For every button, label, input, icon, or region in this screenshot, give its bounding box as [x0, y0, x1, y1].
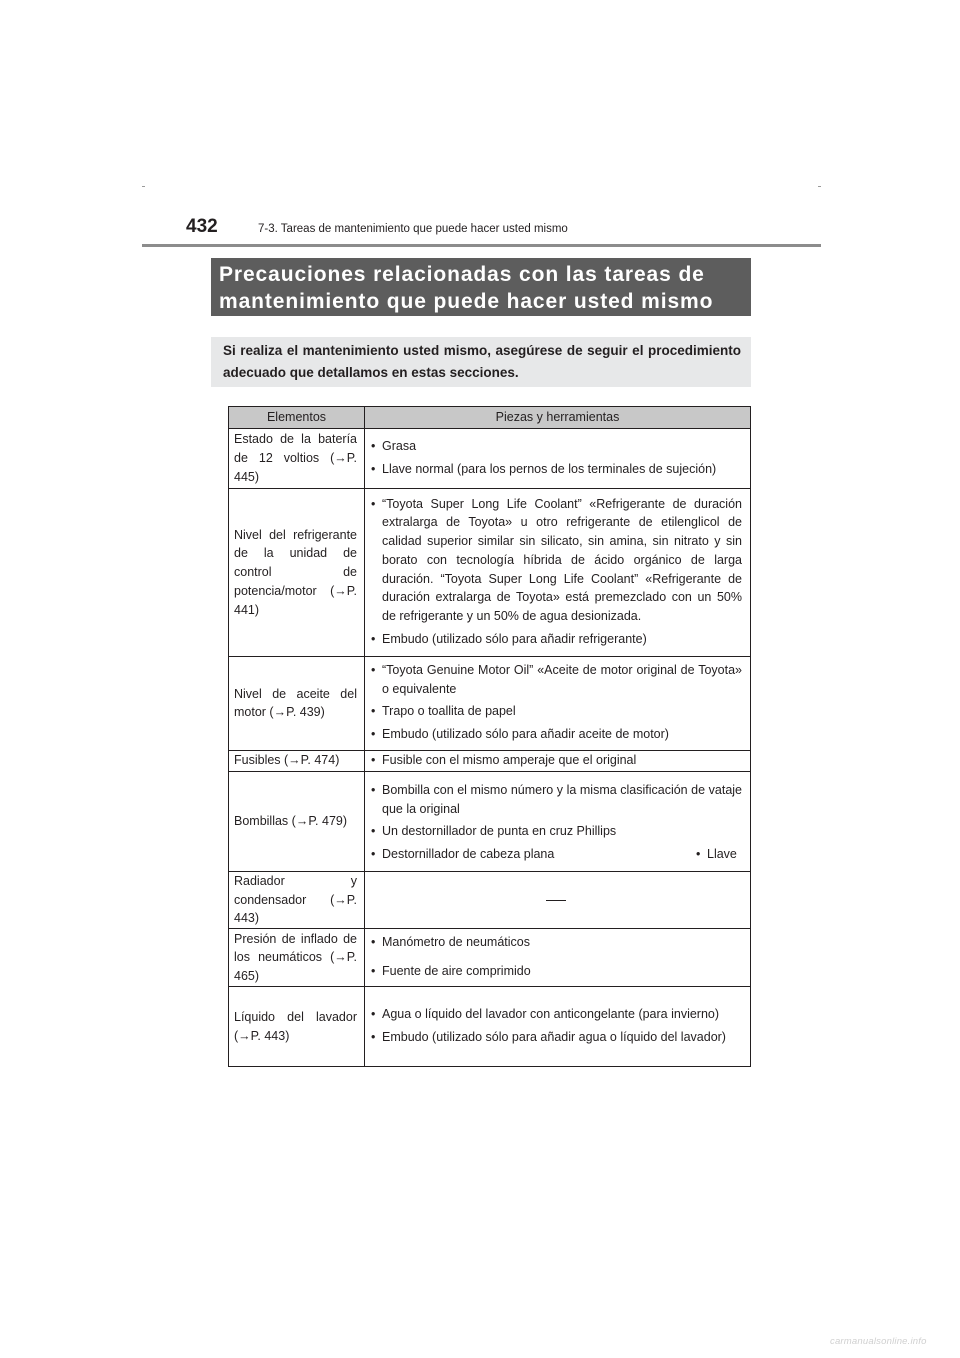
header-rule	[142, 244, 821, 247]
table-row	[229, 489, 751, 657]
column-header-items: Elementos	[229, 407, 365, 429]
list-item: • Un destornillador de punta en cruz Phillips	[369, 822, 742, 841]
table-row	[229, 429, 751, 489]
list-item: • Llave	[694, 845, 737, 864]
section-title	[211, 258, 751, 316]
column-header-tools: Piezas y herramientas	[365, 407, 751, 429]
tools-cell	[365, 429, 751, 489]
item-cell: Nivel del refrigerante de la unidad de control de potencia/motor (→P. 441)	[229, 489, 365, 657]
table-row	[229, 871, 751, 928]
tools-cell	[365, 657, 751, 751]
crop-mark-left	[142, 186, 145, 187]
tools-cell	[365, 771, 751, 871]
em-dash	[546, 900, 566, 901]
list-item: • Fusible con el mismo amperaje que el original	[369, 751, 742, 770]
list-item: • Llave normal (para los pernos de los terminales de sujeción)	[369, 460, 742, 479]
list-item: • Bombilla con el mismo número y la misma clasificación de vataje que la original	[369, 781, 742, 818]
item-cell: Nivel de aceite del motor (→P. 439)	[229, 657, 365, 751]
item-cell: Fusibles (→P. 474)	[229, 750, 365, 771]
table-row	[229, 750, 751, 771]
tools-cell	[365, 987, 751, 1067]
section-title-line-2: mantenimiento que puede hacer usted mismo	[219, 290, 714, 313]
table-row	[229, 771, 751, 871]
item-cell: Líquido del lavador (→P. 443)	[229, 987, 365, 1067]
list-item: • Trapo o toallita de papel	[369, 702, 742, 721]
tools-cell	[365, 489, 751, 657]
item-cell: Estado de la batería de 12 voltios (→P. 445)	[229, 429, 365, 489]
intro-note: Si realiza el mantenimiento usted mismo, asegúrese de seguir el procedimiento adecuado que detallamos en estas secciones.	[211, 337, 751, 387]
tools-cell	[365, 750, 751, 771]
table-header-row	[229, 407, 751, 429]
crop-mark-right	[818, 186, 821, 187]
table-row	[229, 657, 751, 751]
list-item: • Grasa	[369, 437, 742, 456]
tools-cell	[365, 928, 751, 986]
list-item: • Embudo (utilizado sólo para añadir refrigerante)	[369, 630, 742, 649]
section-running-head: 7-3. Tareas de mantenimiento que puede hacer usted mismo	[258, 223, 568, 235]
footer-watermark[interactable]: carmanualsonline.info	[830, 1336, 927, 1347]
list-item: • Manómetro de neumáticos	[369, 933, 742, 952]
table-row	[229, 928, 751, 986]
list-item: • “Toyota Genuine Motor Oil” «Aceite de motor original de Toyota» o equivalente	[369, 661, 742, 698]
list-item: • Embudo (utilizado sólo para añadir aceite de motor)	[369, 725, 742, 744]
table-row	[229, 987, 751, 1067]
item-cell: Bombillas (→P. 479)	[229, 771, 365, 871]
list-item: • Fuente de aire comprimido	[369, 962, 742, 981]
page-number: 432	[186, 216, 218, 237]
list-item: • Agua o líquido del lavador con anticongelante (para invierno)	[369, 1005, 742, 1024]
item-cell: Radiador y condensador (→P. 443)	[229, 871, 365, 928]
list-item: • Embudo (utilizado sólo para añadir agua o líquido del lavador)	[369, 1028, 742, 1047]
list-item: • Destornillador de cabeza plana	[369, 845, 694, 864]
maintenance-table	[228, 406, 751, 1067]
section-title-line-1: Precauciones relacionadas con las tareas de	[219, 263, 705, 286]
list-item: • “Toyota Super Long Life Coolant” «Refrigerante de duración extralarga de Toyota» u otro refrigerante de etilenglicol de calidad superior similar sin silicato, sin amina, sin nitrato y sin borato con tecnología híbrida de ácido orgánico de larga duración. “Toyota Super Long Life Coolant” «Refrigerante de duración extralarga de Toyota» está premezclado con un 50% de refrigerante y un 50% de agua desionizada.	[369, 495, 742, 626]
item-cell: Presión de inflado de los neumáticos (→P. 465)	[229, 928, 365, 986]
tools-cell-empty	[365, 871, 751, 928]
tools-pair	[369, 845, 742, 864]
